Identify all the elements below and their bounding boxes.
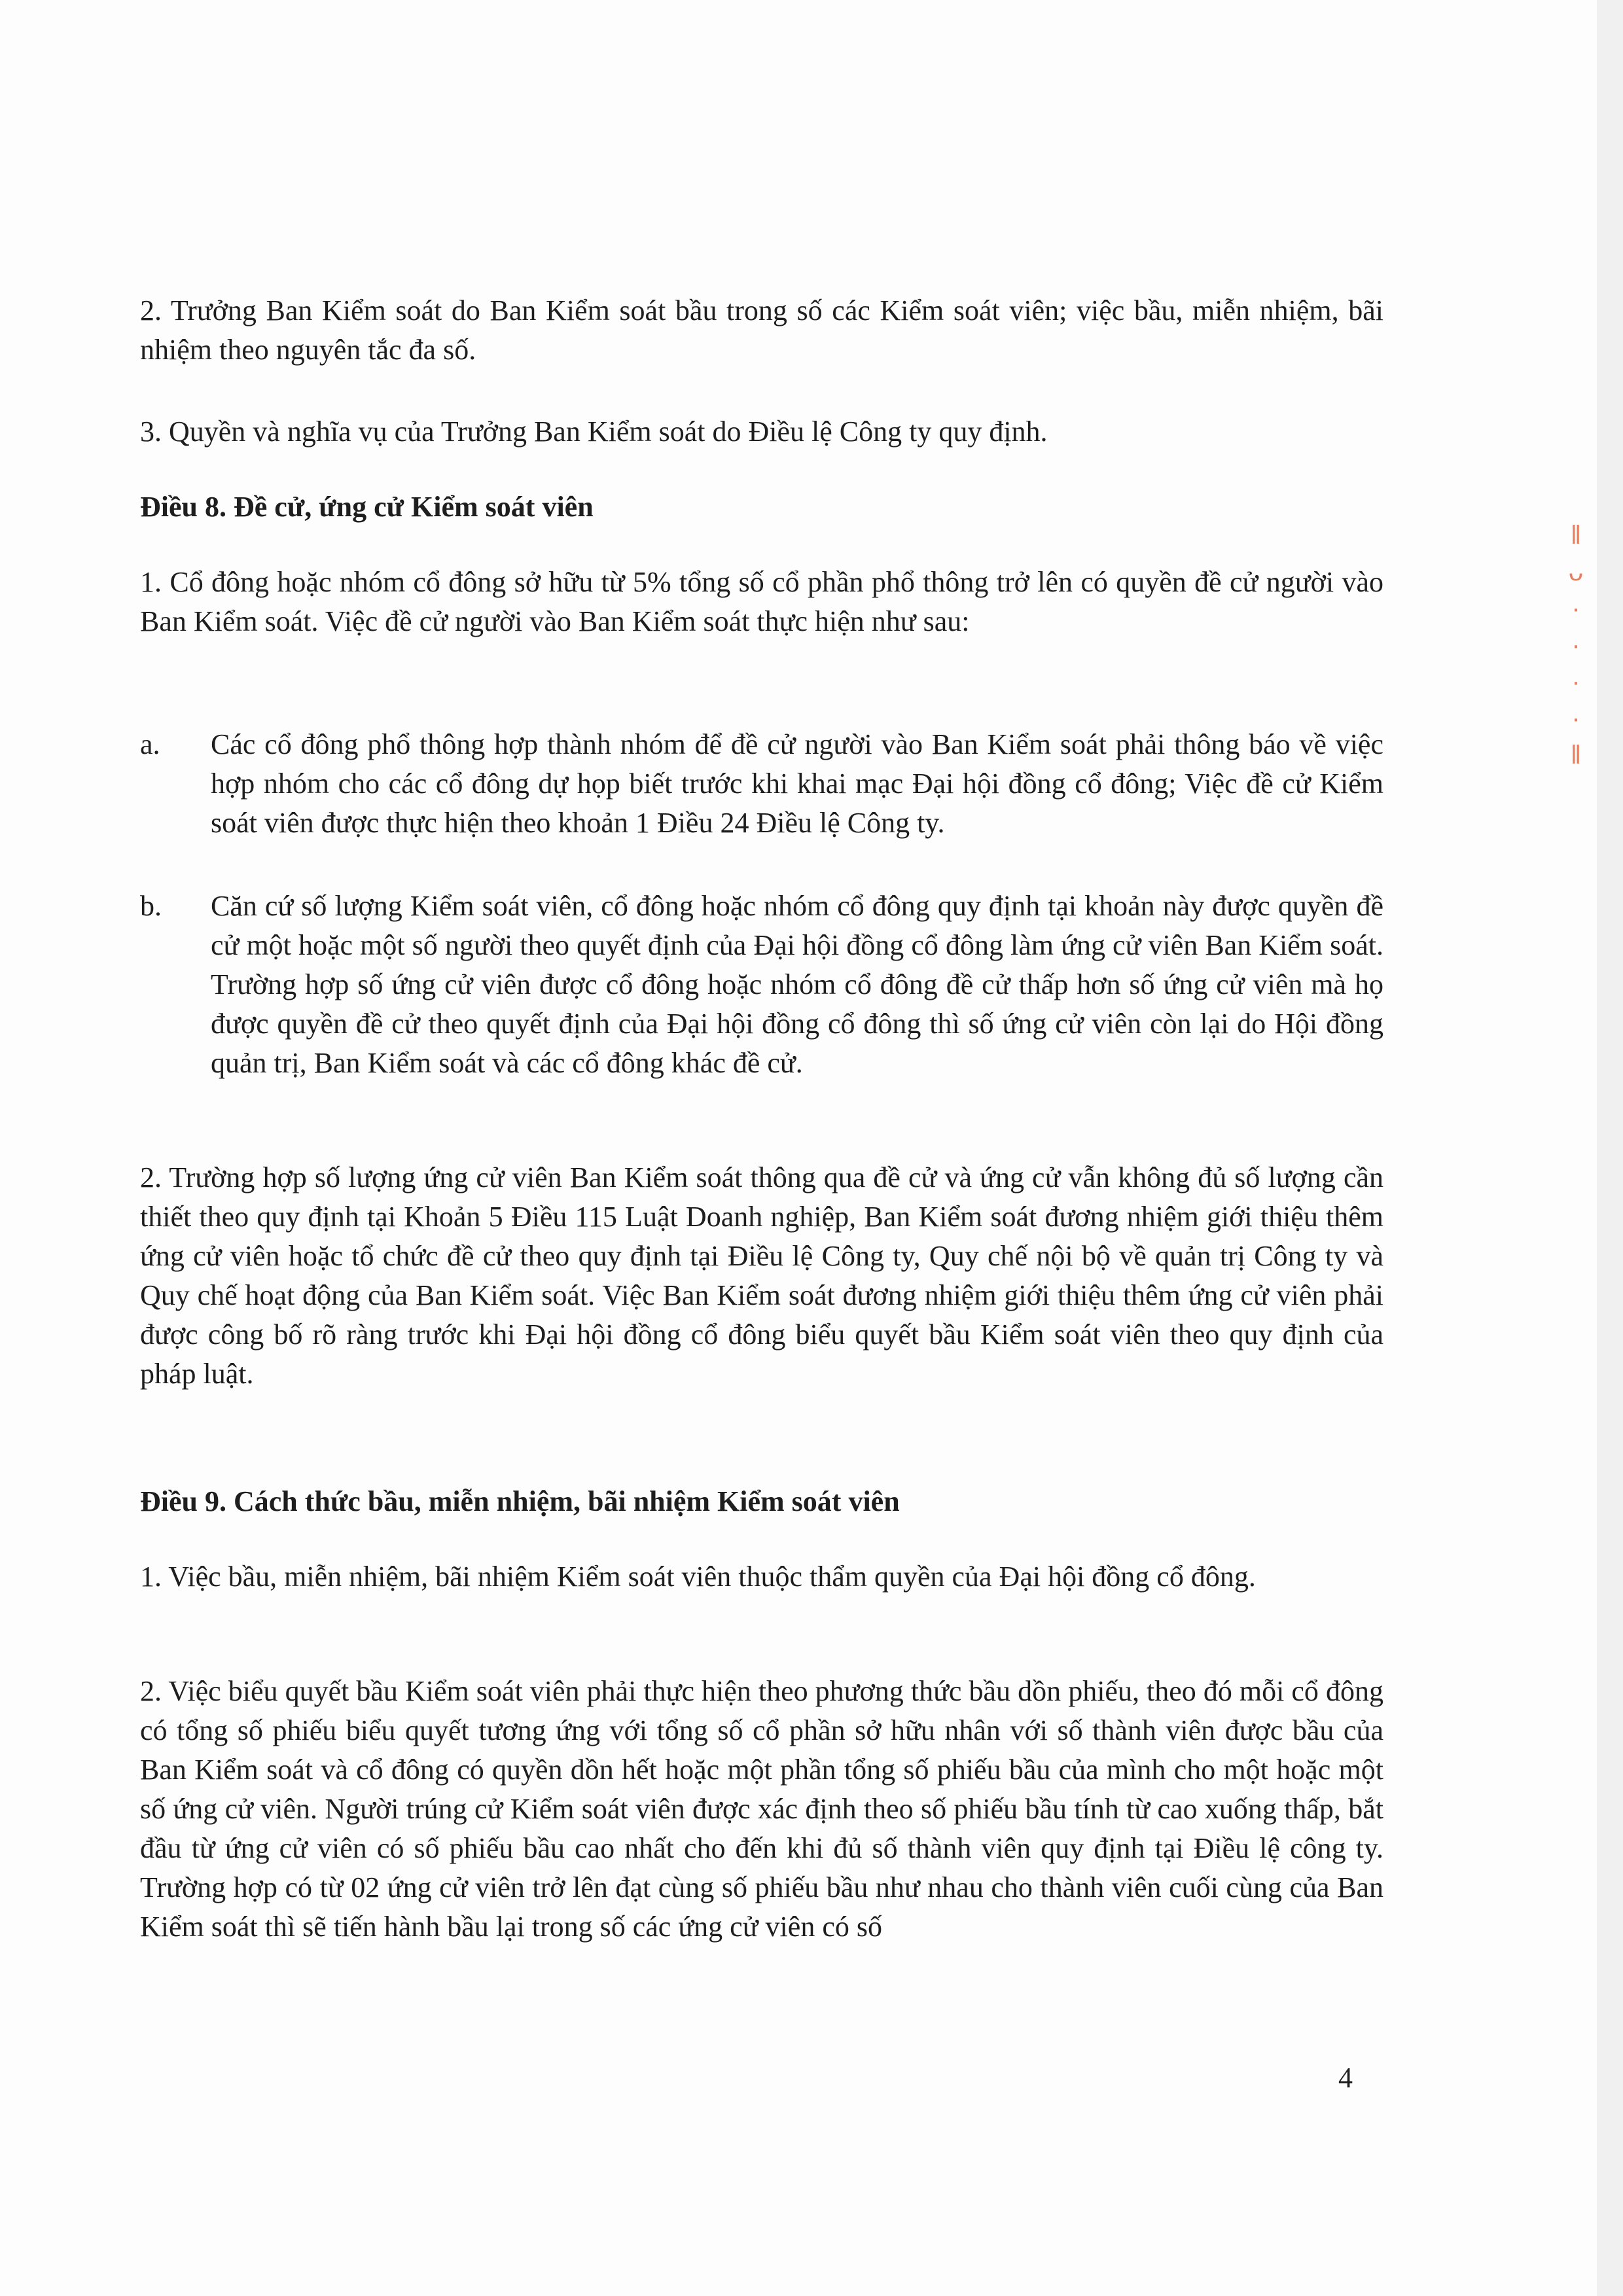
list-text-b: Căn cứ số lượng Kiểm soát viên, cổ đông hoặc nhóm cổ đông quy định tại khoản này được quyền đề cử một hoặc một số người theo quyết định của Đại hội đồng cổ đông làm ứng cử viên Ban Kiểm soát. Trường hợp số ứng cử viên được cổ đông hoặc nhóm cổ đông đề cử thấp hơn số ứng cử viên mà họ được quyền đề cử theo quyết định của Đại hội đồng cổ đông thì số ứng cử viên còn lại do Hội đồng quản trị, Ban Kiểm soát và các cổ đông khác đề cử. [211, 890, 1383, 1079]
seal-stamp-fragment: ‖ ᴗ · · · · ‖ [1568, 521, 1584, 769]
page-number: 4 [1338, 2062, 1353, 2094]
paragraph-7-2: 2. Trưởng Ban Kiểm soát do Ban Kiểm soát bầu trong số các Kiểm soát viên; việc bầu, miễn nhiệm, bãi nhiệm theo nguyên tắc đa số. [140, 294, 1383, 366]
heading-dieu-9: Điều 9. Cách thức bầu, miễn nhiệm, bãi nhiệm Kiểm soát viên [140, 1485, 900, 1517]
paragraph-9-2: 2. Việc biểu quyết bầu Kiểm soát viên phải thực hiện theo phương thức bầu dồn phiếu, theo đó mỗi cổ đông có tổng số phiếu biểu quyết tương ứng với tổng số cổ phần sở hữu nhân với số thành viên được bầu của Ban Kiểm soát và cổ đông có quyền dồn hết hoặc một phần tổng số phiếu bầu của mình cho một hoặc một số ứng cử viên. Người trúng cử Kiểm soát viên được xác định theo số phiếu bầu tính từ cao xuống thấp, bắt đầu từ ứng cử viên có số phiếu bầu cao nhất cho đến khi đủ số thành viên quy định tại Điều lệ công ty. Trường hợp có từ 02 ứng cử viên trở lên đạt cùng số phiếu bầu như nhau cho thành viên cuối cùng của Ban Kiểm soát thì sẽ tiến hành bầu lại trong số các ứng cử viên có số [140, 1675, 1383, 1943]
list-text-a: Các cổ đông phổ thông hợp thành nhóm để đề cử người vào Ban Kiểm soát phải thông báo về việc hợp nhóm cho các cổ đông dự họp biết trước khi khai mạc Đại hội đồng cổ đông; Việc đề cử Kiểm soát viên được thực hiện theo khoản 1 Điều 24 Điều lệ Công ty. [211, 728, 1383, 839]
list-item-8-a [140, 725, 1383, 843]
paragraph-9-1: 1. Việc bầu, miễn nhiệm, bãi nhiệm Kiểm soát viên thuộc thẩm quyền của Đại hội đồng cổ đông. [140, 1561, 1256, 1593]
list-item-8-b [140, 887, 1383, 1083]
list-label-b: b. [140, 890, 162, 922]
paragraph-8-1: 1. Cổ đông hoặc nhóm cổ đông sở hữu từ 5% tổng số cổ phần phổ thông trở lên có quyền đề cử người vào Ban Kiểm soát. Việc đề cử người vào Ban Kiểm soát thực hiện như sau: [140, 566, 1383, 637]
list-label-a: a. [140, 728, 160, 760]
paragraph-8-2: 2. Trường hợp số lượng ứng cử viên Ban Kiểm soát thông qua đề cử và ứng cử vẫn không đủ số lượng cần thiết theo quy định tại Khoản 5 Điều 115 Luật Doanh nghiệp, Ban Kiểm soát đương nhiệm giới thiệu thêm ứng cử viên hoặc tổ chức đề cử theo quy định tại Điều lệ Công ty, Quy chế nội bộ về quản trị Công ty và Quy chế hoạt động của Ban Kiểm soát. Việc Ban Kiểm soát đương nhiệm giới thiệu thêm ứng cử viên phải được công bố rõ ràng trước khi Đại hội đồng cổ đông biểu quyết bầu Kiểm soát viên theo quy định của pháp luật. [140, 1161, 1383, 1390]
heading-dieu-8: Điều 8. Đề cử, ứng cử Kiểm soát viên [140, 491, 594, 523]
paragraph-7-3: 3. Quyền và nghĩa vụ của Trưởng Ban Kiểm soát do Điều lệ Công ty quy định. [140, 415, 1048, 448]
page-edge [1597, 0, 1623, 2296]
